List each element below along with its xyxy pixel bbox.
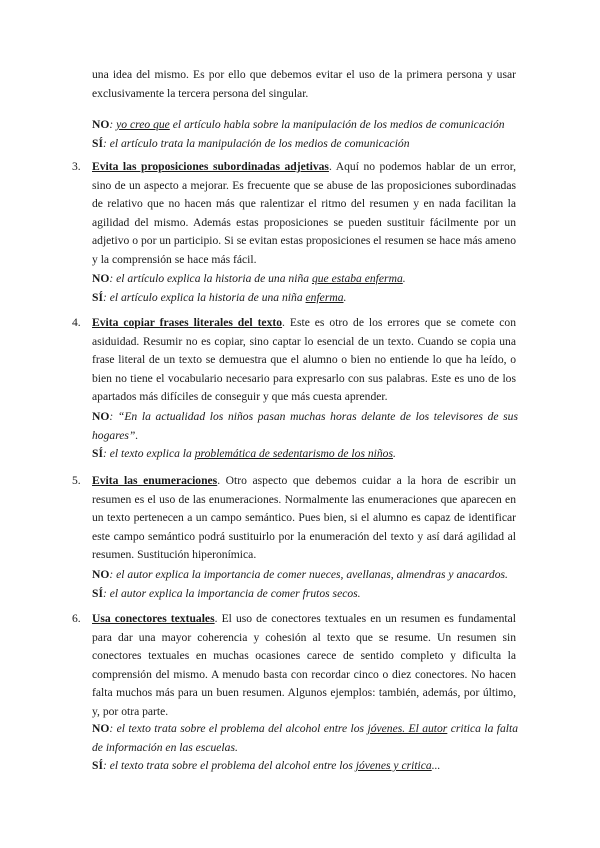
intro-no-underlined: yo creo que <box>116 118 170 131</box>
item-4-si-underlined: problemática de sedentarismo de los niños <box>194 447 393 460</box>
item-6-si-post: ... <box>431 759 441 772</box>
intro-paragraph <box>92 66 516 103</box>
item-6-heading: Usa conectores textuales <box>92 612 215 625</box>
si-label: SÍ <box>92 290 103 304</box>
item-4-si-pre: : el texto explica la <box>102 447 195 460</box>
item-3-heading: Evita las proposiciones subordinadas adjetivas <box>92 160 329 173</box>
item-5-number: 5. <box>72 474 81 487</box>
no-label: NO <box>92 722 110 735</box>
item-6-no-pre: : el texto trata sobre el problema del alcohol entre los <box>109 722 368 735</box>
item-3-examples <box>92 270 518 307</box>
item-6-number: 6. <box>72 612 81 625</box>
item-4-no-example <box>92 408 518 445</box>
item-6-no-example <box>92 720 518 757</box>
intro-si-example <box>92 135 518 154</box>
item-4-si-post: . <box>392 447 396 460</box>
item-3-paragraph <box>92 158 516 269</box>
item-3-body: . Aquí no podemos hablar de un error, sino de un aspecto a mejorar. Es frecuente que se abuse de las proposiciones subordinadas de relativo que no hacen más que ralentizar el ritmo del resumen y en nada facilitan la agilidad del mismo. Además estas proposiciones se pueden sustituir fácilmente por un adjetivo o por un participio. Si se evitan estas proposiciones el resumen se hace más ameno y la comprensión se hace más fácil. <box>92 160 516 266</box>
item-3-si-pre: : el artículo explica la historia de una niña <box>102 290 306 304</box>
item-6-si-example <box>92 757 518 776</box>
item-4-heading: Evita copiar frases literales del texto <box>92 316 283 329</box>
intro-si-text: : el artículo trata la manipulación de los medios de comunicación <box>102 136 410 150</box>
item-3-no-post: . <box>402 272 406 285</box>
si-label: SÍ <box>92 447 103 460</box>
item-3-si-underlined: enferma <box>305 290 344 304</box>
intro-text: una idea del mismo. Es por ello que debemos evitar el uso de la primera persona y usar exclusivamente la tercera persona del singular. <box>92 68 516 100</box>
item-5-examples <box>92 566 518 603</box>
si-label: SÍ <box>92 586 103 600</box>
si-label: SÍ <box>92 136 103 150</box>
intro-no-rest: el artículo habla sobre la manipulación de los medios de comunicación <box>169 118 505 131</box>
item-3-number: 3. <box>72 160 81 173</box>
item-6-no-post: critica la falta de información en las escuelas. <box>92 722 519 754</box>
item-6-paragraph <box>92 610 516 721</box>
item-4-body: . Este es otro de los errores que se comete con asiduidad. Resumir no es copiar, sino captar lo esencial de un texto. Cuando se copia una frase literal de un texto se demuestra que el alumno o bien no entiende lo que ha leído, o bien no tiene el vocabulario necesario para expresarlo con sus palabras. Este es uno de los apartados más difíciles de conseguir y que más cuesta aprender. <box>92 316 516 403</box>
item-4-examples <box>92 408 518 464</box>
item-5-paragraph <box>92 472 516 565</box>
item-4-paragraph <box>92 314 516 407</box>
item-6-examples <box>92 720 518 776</box>
item-3-no-underlined: que estaba enferma <box>311 272 403 285</box>
item-5-si-example <box>92 585 518 604</box>
no-label: NO <box>92 568 110 581</box>
no-label: NO <box>92 118 110 131</box>
item-6-si-underlined: jóvenes y critica <box>355 759 432 772</box>
no-label: NO <box>92 410 110 423</box>
intro-examples <box>92 116 518 153</box>
item-6-si-pre: : el texto trata sobre el problema del alcohol entre los <box>102 759 356 772</box>
item-6-body: . El uso de conectores textuales en un resumen es fundamental para dar una mayor coherencia y cohesión al texto que se resume. Un resumen sin conectores textuales en muchas ocasiones carece de sentido completo y dificulta la comprensión del mismo. A menudo basta con recordar cinco o diez conectores. No hacen falta muchos más para un buen resumen. Algunos ejemplos: también, además, por último, y, por otra parte. <box>92 612 516 718</box>
item-3-no-example <box>92 270 518 289</box>
item-6-no-underlined: jóvenes. El autor <box>367 722 448 735</box>
item-5-no-example <box>92 566 518 585</box>
item-4-si-example <box>92 445 518 464</box>
intro-no-example: NO: yo creo que el artículo habla sobre la manipulación de los medios de comunicación <box>92 118 505 131</box>
no-label: NO <box>92 272 110 285</box>
item-5-heading: Evita las enumeraciones <box>92 474 218 487</box>
item-5-body: . Otro aspecto que debemos cuidar a la hora de escribir un resumen es el uso de las enumeraciones. Normalmente las enumeraciones que aparecen en un texto pertenecen a un campo semántico. Pues bien, si el alumno es capaz de identificar este campo semántico podrá sustituirlo por la enumeración del texto y así dará agilidad al resumen. Sustitución hiperonímica. <box>92 474 516 561</box>
item-3-si-post: . <box>343 290 347 304</box>
item-5-si-text: : el autor explica la importancia de comer frutos secos. <box>102 586 361 600</box>
item-5-no-text: : el autor explica la importancia de comer nueces, avellanas, almendras y anacardos. <box>109 568 508 581</box>
item-4-no-text: : “En la actualidad los niños pasan muchas horas delante de los televisores de sus hogares”. <box>92 410 518 442</box>
item-3-si-example <box>92 289 518 308</box>
item-3-no-pre: : el artículo explica la historia de una niña <box>109 272 312 285</box>
si-label: SÍ <box>92 759 103 772</box>
item-4-number: 4. <box>72 316 81 329</box>
